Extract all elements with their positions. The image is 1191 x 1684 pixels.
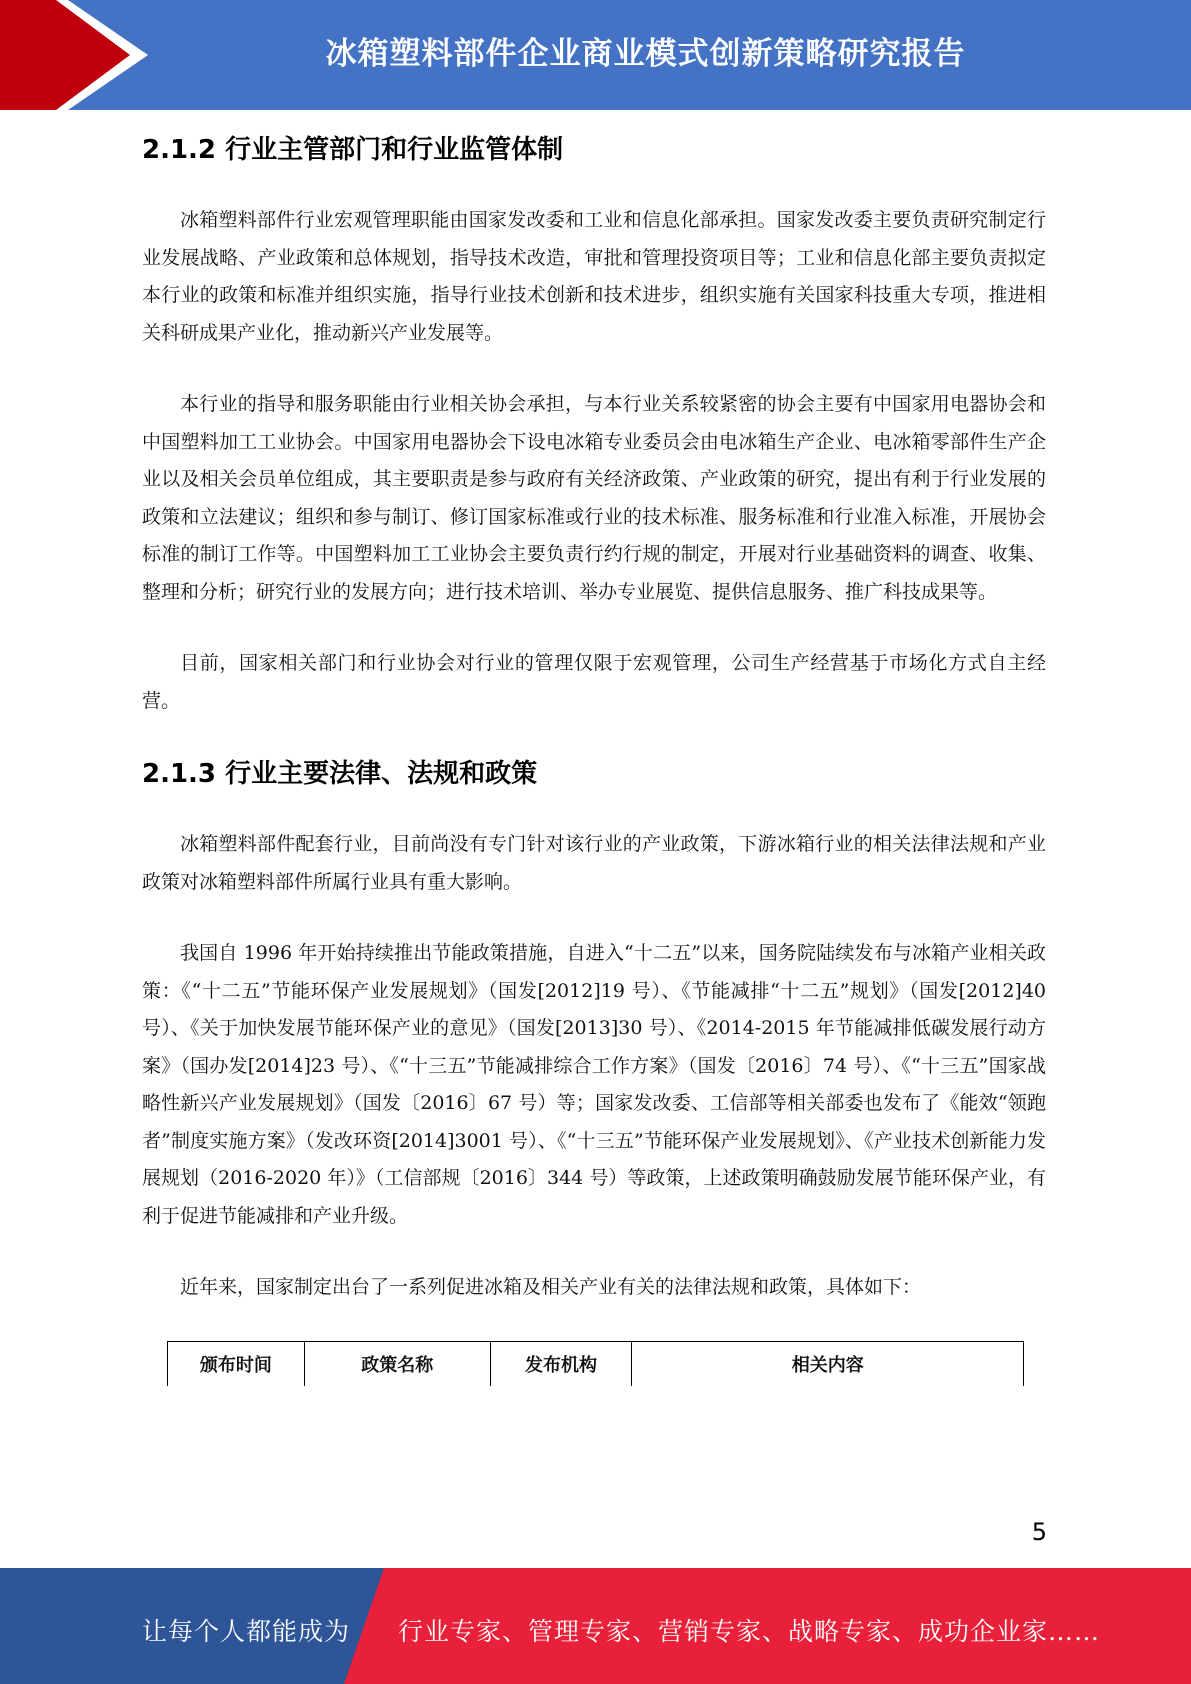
section-heading-2-1-2: 2.1.2 行业主管部门和行业监管体制: [142, 135, 564, 165]
paragraph: 本行业的指导和服务职能由行业相关协会承担，与本行业关系较紧密的协会主要有中国家用电器协会和中国塑料加工工业协会。中国家用电器协会下设电冰箱专业委员会由电冰箱生产企业、电冰箱零部件生产企业以及相关会员单位组成，其主要职责是参与政府有关经济政策、产业政策的研究，提出有利于行业发展的政策和立法建议；组织和参与制订、修订国家标准或行业的技术标准、服务标准和行业准入标准，开展协会标准的制订工作等。中国塑料加工工业协会主要负责行约行规的制定，开展对行业基础资料的调查、收集、整理和分析；研究行业的发展方向；进行技术培训、举办专业展览、提供信息服务、推广科技成果等。: [142, 393, 1046, 603]
policy-table: [167, 1341, 1024, 1386]
column-header-policy-name: 政策名称: [304, 1341, 490, 1386]
paragraph: 冰箱塑料部件配套行业，目前尚没有专门针对该行业的产业政策，下游冰箱行业的相关法律法规和产业政策对冰箱塑料部件所属行业具有重大影响。: [142, 833, 1046, 893]
paragraph: 我国自 1996 年开始持续推出节能政策措施，自进入“十二五”以来，国务院陆续发布与冰箱产业相关政策：《“十二五”节能环保产业发展规划》（国发[2012]19 号）、《节能减排“十二五”规划》（国发[2012]40 号）、《关于加快发展节能环保产业的意见》（国发[2013]30 号）、《2014-2015 年节能减排低碳发展行动方案》（国办发[2014]23 号）、《“十三五”节能减排综合工作方案》（国发〔2016〕74 号）、《“十三五”国家战略性新兴产业发展规划》（国发〔2016〕67 号）等；国家发改委、工信部等相关部委也发布了《能效“领跑者”制度实施方案》（发改环资[2014]3001 号）、《“十三五”节能环保产业发展规划》、《产业技术创新能力发展规划（2016-2020 年）》（工信部规〔2016〕344 号）等政策，上述政策明确鼓励发展节能环保产业，有利于促进节能减排和产业升级。: [142, 942, 1046, 1227]
document-body: [142, 130, 1046, 1386]
table-header-row: [168, 1341, 1024, 1386]
page-footer: [0, 1568, 1191, 1684]
footer-slogan-right: 行业专家、管理专家、营销专家、战略专家、成功企业家……: [398, 1617, 1101, 1646]
section-heading-2-1-3: 2.1.3 行业主要法律、法规和政策: [142, 759, 538, 789]
column-header-content: 相关内容: [632, 1341, 1024, 1386]
footer-slogan-left: 让每个人都能成为: [142, 1617, 351, 1646]
page-number: 5: [1031, 1518, 1047, 1546]
column-header-issuer: 发布机构: [490, 1341, 632, 1386]
paragraph: 目前，国家相关部门和行业协会对行业的管理仅限于宏观管理，公司生产经营基于市场化方式自主经营。: [142, 652, 1046, 712]
report-title: 冰箱塑料部件企业商业模式创新策略研究报告: [325, 36, 966, 72]
paragraph: 冰箱塑料部件行业宏观管理职能由国家发改委和工业和信息化部承担。国家发改委主要负责研究制定行业发展战略、产业政策和总体规划，指导技术改造，审批和管理投资项目等；工业和信息化部主要负责拟定本行业的政策和标准并组织实施，指导行业技术创新和技术进步，组织实施有关国家科技重大专项，推进相关科研成果产业化，推动新兴产业发展等。: [142, 209, 1046, 344]
paragraph: 近年来，国家制定出台了一系列促进冰箱及相关产业有关的法律法规和政策，具体如下：: [180, 1276, 922, 1298]
header-arrow-red: [0, 0, 130, 110]
column-header-date: 颁布时间: [168, 1341, 305, 1386]
page-header: [0, 0, 1191, 110]
